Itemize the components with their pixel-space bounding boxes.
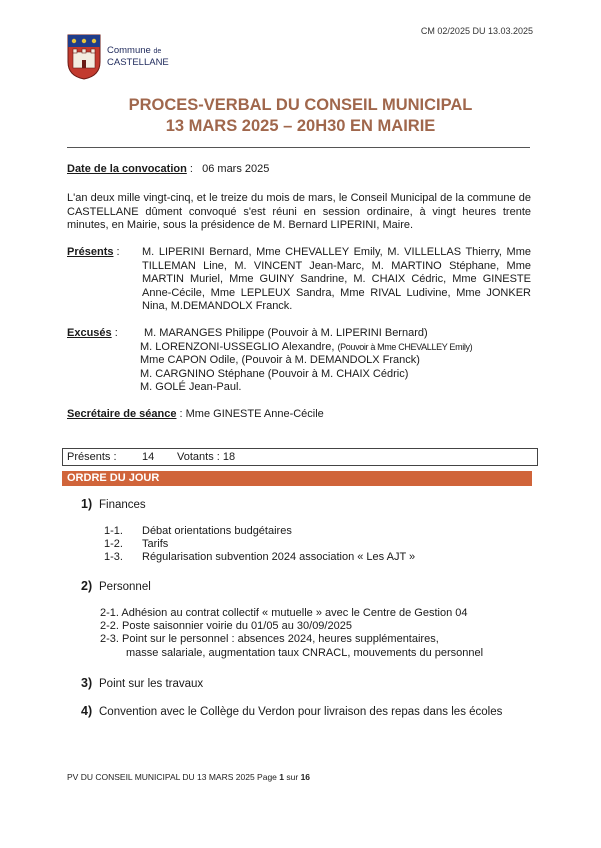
- footer-sur: sur: [286, 772, 299, 782]
- finances-item-1: [104, 525, 292, 537]
- logo-de: de: [153, 48, 162, 55]
- excuses-separator: :: [111, 327, 118, 339]
- agenda-banner: [62, 471, 532, 486]
- agenda-section-1: [81, 497, 146, 511]
- section-number: 4): [81, 704, 93, 718]
- castellane-coat-of-arms-icon: [67, 34, 101, 80]
- attendance-summary-box: [62, 448, 538, 466]
- excuse-line-1: M. MARANGES Philippe (Pouvoir à M. LIPERINI Bernard): [144, 327, 428, 339]
- footer-page-number: 1: [279, 772, 285, 782]
- page-title-line2: 13 MARS 2025 – 20H30 EN MAIRIE: [165, 117, 436, 135]
- secretaire-separator: :: [176, 408, 186, 420]
- excuse-line-3: Mme CAPON Odile, (Pouvoir à M. DEMANDOLX Franck): [140, 354, 420, 366]
- secretaire-name: Mme GINESTE Anne-Cécile: [185, 408, 324, 420]
- presents-list: M. LIPERINI Bernard, Mme CHEVALLEY Emily, M. VILLELLAS Thierry, Mme TILLEMAN Line, M. VINCENT Jean-Marc, M. MARTINO Stéphane, Mme MARTIN Muriel, Mme GUINY Sandrine, M. CHAIX Cédric, Mme GINESTE Anne-Cécile, Mme LEPLEUX Sandra, Mme RIVAL Ludivine, Mme JONKER Nina, M.DEMANDOLX Franck.: [142, 246, 531, 313]
- section-number: 3): [81, 676, 93, 690]
- personnel-item-2: 2-2. Poste saisonnier voirie du 01/05 au 30/09/2025: [100, 620, 352, 632]
- presents-separator: :: [113, 246, 120, 258]
- section-title: Finances: [99, 499, 146, 511]
- footer-title: PV DU CONSEIL MUNICIPAL DU 13 MARS 2025: [67, 772, 258, 782]
- excuses-label: Excusés: [67, 327, 112, 339]
- commune-logo: [67, 34, 177, 82]
- excuse-line-2: [140, 341, 472, 355]
- item-number: 1-1.: [104, 525, 123, 537]
- personnel-item-3: 2-3. Point sur le personnel : absences 2024, heures supplémentaires,: [100, 633, 439, 645]
- excuse-line-2-name: M. LORENZONI-USSEGLIO Alexandre,: [140, 341, 338, 353]
- intro-paragraph: L'an deux mille vingt-cinq, et le treize du mois de mars, le Conseil Municipal de la commune de CASTELLANE dûment convoqué s'est réuni en session ordinaire, à vingt heures trente minutes, en Mairie, sous la présidence de M. Bernard LIPERINI, Maire.: [67, 192, 531, 232]
- presents-count: 14: [142, 451, 155, 463]
- finances-item-3: [104, 551, 415, 563]
- agenda-section-4: [81, 704, 502, 718]
- section-title: Personnel: [99, 581, 151, 593]
- section-number: 2): [81, 579, 93, 593]
- footer-page-word: Page: [257, 772, 277, 782]
- title-divider: [67, 147, 530, 148]
- section-title: Convention avec le Collège du Verdon pour livraison des repas dans les écoles: [99, 706, 503, 718]
- secretaire-line: [67, 408, 324, 422]
- excuses-label-wrap: [67, 327, 118, 341]
- logo-commune: Commune: [107, 45, 151, 56]
- convocation-line: [67, 163, 269, 177]
- excuse-line-2-pouvoir: (Pouvoir à Mme CHEVALLEY Emily): [337, 342, 473, 352]
- logo-castellane: CASTELLANE: [107, 57, 169, 68]
- page-footer: [67, 772, 310, 782]
- agenda-heading: ORDRE DU JOUR: [67, 472, 160, 484]
- section-number: 1): [81, 497, 93, 511]
- presents-count-label: Présents :: [67, 451, 117, 463]
- votants-count: Votants : 18: [177, 451, 236, 463]
- item-text: Tarifs: [142, 538, 169, 550]
- document-reference: CM 02/2025 DU 13.03.2025: [420, 26, 533, 36]
- agenda-section-3: [81, 676, 203, 690]
- footer-page-total: 16: [300, 772, 311, 782]
- logo-text: [107, 45, 169, 68]
- personnel-item-3-continued: masse salariale, augmentation taux CNRACL, mouvements du personnel: [126, 647, 484, 659]
- convocation-separator: :: [186, 163, 196, 175]
- convocation-label: Date de la convocation: [67, 163, 187, 175]
- excuse-line-4: M. CARGNINO Stéphane (Pouvoir à M. CHAIX Cédric): [140, 368, 409, 380]
- item-text: Débat orientations budgétaires: [142, 525, 292, 537]
- section-title: Point sur les travaux: [99, 678, 204, 690]
- page-title-line1: PROCES-VERBAL DU CONSEIL MUNICIPAL: [128, 96, 473, 114]
- presents-label-wrap: [67, 246, 120, 260]
- item-text: Régularisation subvention 2024 association « Les AJT »: [142, 551, 416, 563]
- personnel-item-1: 2-1. Adhésion au contrat collectif « mutuelle » avec le Centre de Gestion 04: [100, 607, 468, 619]
- finances-item-2: [104, 538, 168, 550]
- excuse-line-5: M. GOLÉ Jean-Paul.: [140, 381, 242, 393]
- convocation-date: 06 mars 2025: [202, 163, 270, 175]
- item-number: 1-2.: [104, 538, 123, 550]
- item-number: 1-3.: [104, 551, 123, 563]
- secretaire-label: Secrétaire de séance: [67, 408, 177, 420]
- presents-label: Présents: [67, 246, 114, 258]
- agenda-section-2: [81, 579, 151, 593]
